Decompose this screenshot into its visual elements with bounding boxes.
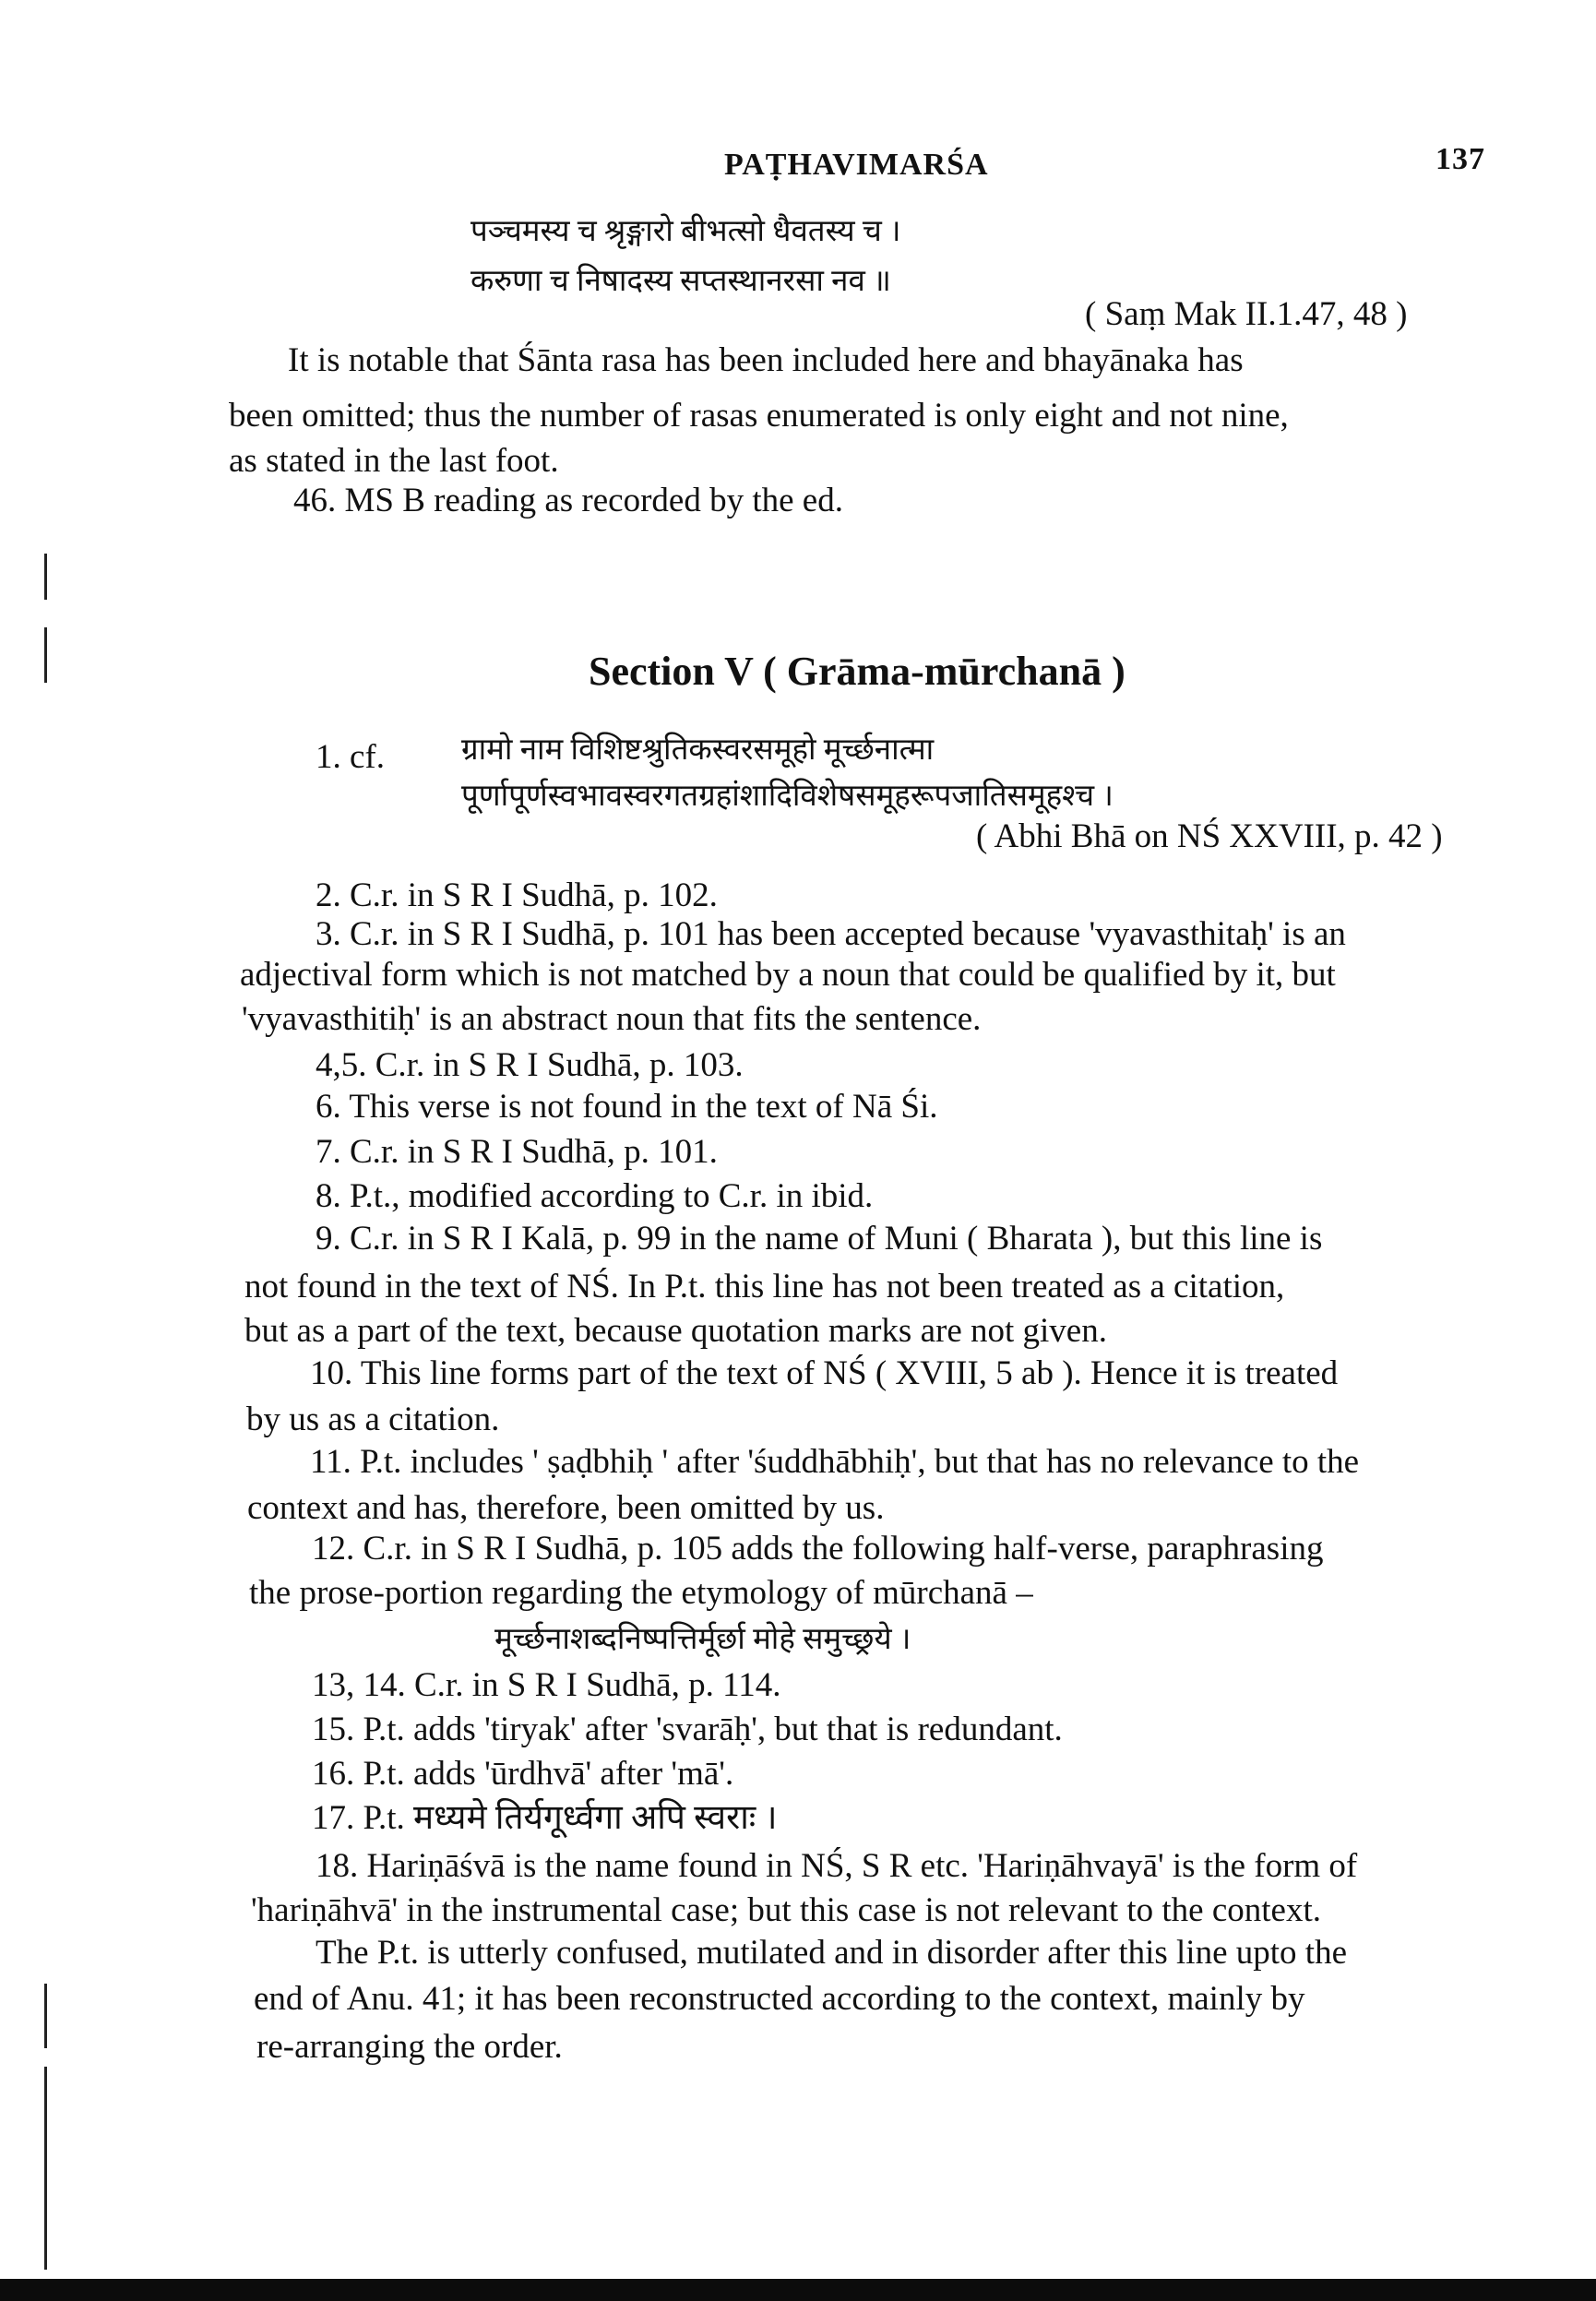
note-2: 2. C.r. in S R I Sudhā, p. 102. [316, 876, 718, 914]
para-line-1: It is notable that Śānta rasa has been included here and bhayānaka has [288, 341, 1244, 379]
note-10-line-2: by us as a citation. [246, 1401, 500, 1438]
note-11-line-1: 11. P.t. includes ' ṣaḍbhiḥ ' after 'śuddhābhiḥ', but that has no relevance to the [310, 1443, 1360, 1481]
note-18-line-3: The P.t. is utterly confused, mutilated and in disorder after this line upto the [316, 1934, 1347, 1972]
note-8: 8. P.t., modified according to C.r. in ibid. [316, 1177, 874, 1215]
note-6: 6. This verse is not found in the text of Nā Śi. [316, 1088, 938, 1126]
note-1-label: 1. cf. [316, 738, 385, 776]
scan-edge-line [44, 2067, 47, 2270]
para-line-2: been omitted; thus the number of rasas enumerated is only eight and not nine, [229, 397, 1289, 435]
scan-edge-line [44, 627, 47, 683]
note-18-line-1: 18. Hariṇāśvā is the name found in NŚ, S R etc. 'Hariṇāhvayā' is the form of [316, 1847, 1358, 1885]
verse-line-2: करुणा च निषादस्य सप्तस्थानरसा नव ॥ [470, 265, 891, 298]
note-11-line-2: context and has, therefore, been omitted by us. [247, 1489, 885, 1527]
note-9-line-1: 9. C.r. in S R I Kalā, p. 99 in the name of Muni ( Bharata ), but this line is [316, 1220, 1323, 1258]
note-1-devanagari-2: पूर्णापूर्णस्वभावस्वरगतग्रहांशादिविशेषसमूहरूपजातिसमूहश्च । [461, 780, 1114, 813]
note-9-line-3: but as a part of the text, because quotation marks are not given. [244, 1312, 1107, 1350]
note-3-line-3: 'vyavasthitiḥ' is an abstract noun that fits the sentence. [242, 1000, 982, 1038]
note-18-line-2: 'hariṇāhvā' in the instrumental case; but this case is not relevant to the context. [251, 1891, 1321, 1929]
note-1-devanagari-1: ग्रामो नाम विशिष्टश्रुतिकस्वरसमूहो मूर्च्छनात्मा [461, 733, 935, 767]
note-10-line-1: 10. This line forms part of the text of NŚ ( XVIII, 5 ab ). Hence it is treated [310, 1354, 1339, 1392]
running-title: PAṬHAVIMARŚA [724, 148, 989, 182]
note-7: 7. C.r. in S R I Sudhā, p. 101. [316, 1133, 718, 1171]
note-15: 15. P.t. adds 'tiryak' after 'svarāḥ', but that is redundant. [312, 1711, 1063, 1748]
note-18-line-4: end of Anu. 41; it has been reconstructed according to the context, mainly by [254, 1980, 1305, 2018]
note-3-line-2: adjectival form which is not matched by a noun that could be qualified by it, but [240, 956, 1336, 994]
section-title: Section V ( Grāma-mūrchanā ) [589, 649, 1126, 694]
page-number: 137 [1435, 142, 1485, 176]
note-46: 46. MS B reading as recorded by the ed. [293, 482, 843, 519]
note-3-line-1: 3. C.r. in S R I Sudhā, p. 101 has been accepted because 'vyavasthitaḥ' is an [316, 915, 1346, 953]
note-4-5: 4,5. C.r. in S R I Sudhā, p. 103. [316, 1046, 744, 1084]
scan-edge-line [44, 554, 47, 600]
para-line-3: as stated in the last foot. [229, 442, 559, 480]
note-12-devanagari: मूर्च्छनाशब्दनिष्पत्तिर्मूर्छा मोहे समुच्छ्रये । [494, 1623, 911, 1656]
verse-citation: ( Saṃ Mak II.1.47, 48 ) [1085, 295, 1408, 333]
note-9-line-2: not found in the text of NŚ. In P.t. this line has not been treated as a citation, [244, 1268, 1285, 1305]
note-13-14: 13, 14. C.r. in S R I Sudhā, p. 114. [312, 1666, 781, 1704]
note-1-citation: ( Abhi Bhā on NŚ XXVIII, p. 42 ) [976, 817, 1443, 855]
scan-edge-line [44, 1984, 47, 2048]
note-16: 16. P.t. adds 'ūrdhvā' after 'mā'. [312, 1755, 734, 1793]
scan-bottom-bar [0, 2279, 1596, 2301]
note-17: 17. P.t. मध्यमे तिर्यगूर्ध्वगा अपि स्वराः । [312, 1799, 778, 1837]
note-18-line-5: re-arranging the order. [256, 2028, 563, 2066]
verse-line-1: पञ्चमस्य च श्रृङ्गारो बीभत्सो धैवतस्य च । [470, 215, 901, 248]
note-12-line-2: the prose-portion regarding the etymology of mūrchanā – [249, 1574, 1033, 1612]
note-12-line-1: 12. C.r. in S R I Sudhā, p. 105 adds the following half-verse, paraphrasing [312, 1530, 1324, 1568]
